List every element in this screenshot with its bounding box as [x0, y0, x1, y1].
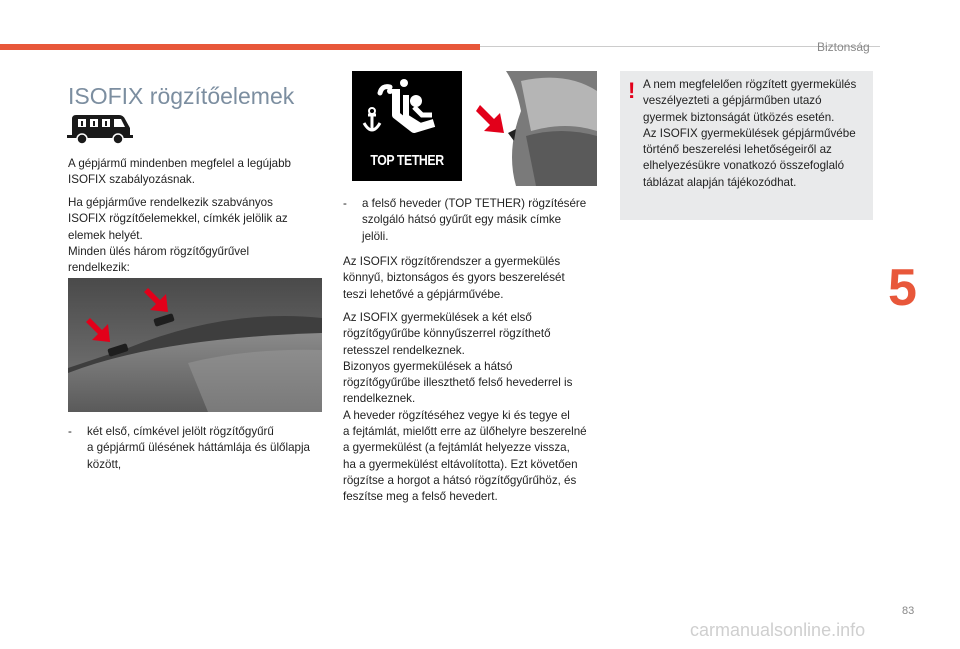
isofix-anchors-photo — [68, 278, 322, 412]
header-accent-bar — [0, 44, 480, 50]
anchors-paragraph: Ha gépjárműve rendelkezik szabványos ISOFIX rögzítőelemekkel, címkék jelölik az elemek helyét. Minden ülés három rögzítőgyűrűvel rendelkezik: — [68, 196, 288, 275]
page-number: 83 — [902, 605, 915, 617]
page-title: ISOFIX rögzítőelemek — [68, 83, 295, 110]
exclamation-icon: ! — [628, 78, 636, 103]
installation-paragraph: Az ISOFIX gyermekülések a két első rögzítőgyűrűbe könnyűszerrel rögzíthető retesszel rendelkeznek. Bizonyos gyermekülések a hátsó rögzítőgyűrűbe illeszthető felső hevederrel is rendelkeznek. A heveder rögzítéséhez vegye ki és tegye el a fejtámlát, mielőtt erre az ülőhelyre beszerelné a gyermekülést (a fejtámlát helyezze vissza, ha a gyermekülést eltávolította). Ezt követően rögzítse a horgot a hátsó rögzítőgyűrűhöz, és feszítse meg a felső hevedert. — [343, 311, 587, 504]
watermark: carmanualsonline.info — [690, 620, 866, 640]
warning-box — [620, 71, 873, 220]
child-seat-anchor-icon — [352, 71, 462, 151]
bullet-front-anchors: - két első, címkével jelölt rögzítőgyűrű a gépjármű ülésének háttámlája és ülőlapja között, — [68, 425, 310, 471]
bullet-top-tether: - a felső heveder (TOP TETHER) rögzítésére szolgáló hátsó gyűrűt egy másik címke jelöli. — [343, 197, 587, 243]
isofix-system-paragraph: Az ISOFIX rögzítőrendszer a gyermekülés könnyű, biztonságos és gyors beszerelését teszi lehetővé a gépjárművébe. — [343, 255, 565, 301]
top-tether-text: TOP TETHER — [370, 152, 444, 169]
section-label: Biztonság — [817, 40, 870, 54]
warning-text: A nem megfelelően rögzített gyermekülés veszélyezteti a gépjárműben utazó gyermek biztonságát ütközés esetén. Az ISOFIX gyermekülések gépjárművébe történő beszerelési lehetőségeiről az elhelyezésükre vonatkozó összefoglaló táblázat alapján tájékozódhat. — [643, 78, 857, 189]
chapter-number: 5 — [888, 259, 917, 317]
intro-paragraph: A gépjármű mindenben megfelel a legújabb ISOFIX szabályozásnak. — [68, 157, 292, 187]
top-tether-label-image — [352, 71, 462, 181]
top-tether-seat-photo — [476, 71, 597, 186]
van-icon — [67, 111, 133, 145]
